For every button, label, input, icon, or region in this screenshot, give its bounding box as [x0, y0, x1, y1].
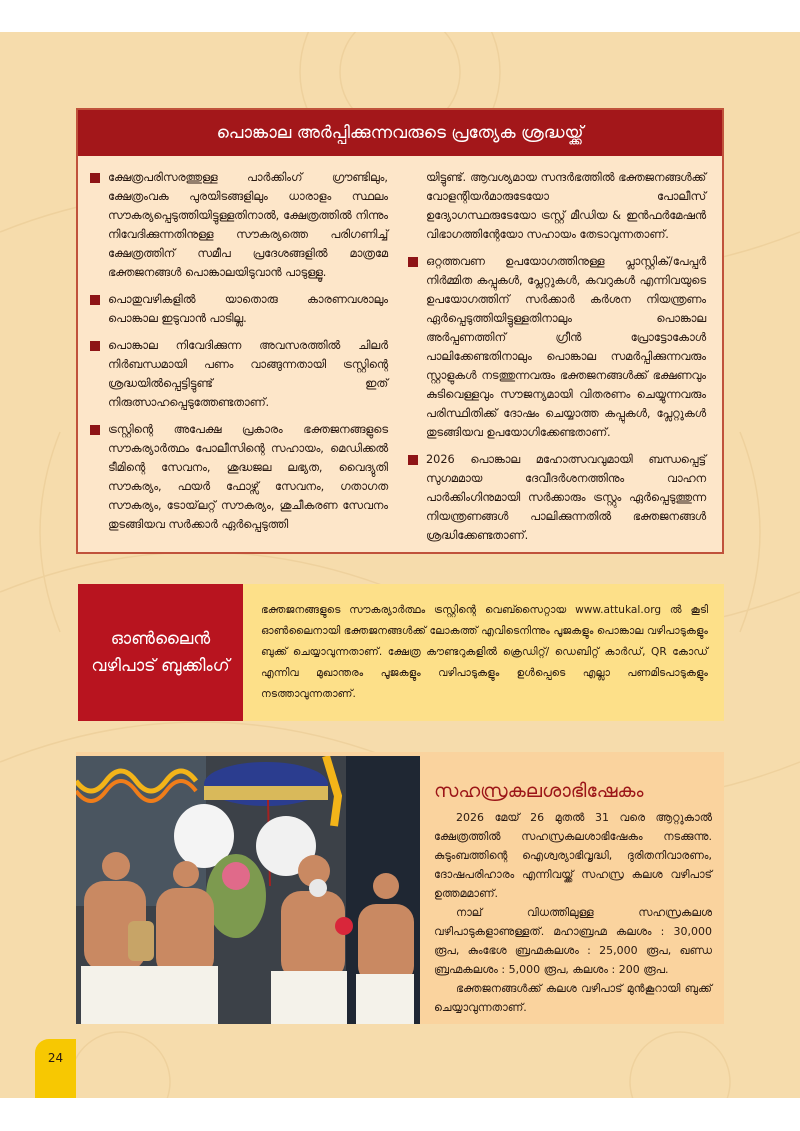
square-bullet-icon	[90, 173, 100, 183]
notice-item	[406, 450, 706, 545]
square-bullet-icon	[408, 257, 418, 267]
sahasra-text-block	[434, 780, 712, 1017]
notice-item-continuation: യിട്ടുണ്ട്. ആവശ്യമായ സന്ദർഭത്തിൽ ഭക്തജനങ്ങൾക്ക് വോളന്റിയർമാരുടേയോ പോലീസ് ഉദ്യോഗസ്ഥരുടേയോ ട്രസ്റ്റ് മീഡിയ & ഇൻഫർമേഷൻ വിഭാഗത്തിന്റേയോ സഹായം തേടാവുന്നതാണ്.	[426, 171, 706, 241]
notice-item-text: ക്ഷേത്രപരിസരത്തുള്ള പാർക്കിംഗ് ഗ്രൗണ്ടിലും, ക്ഷേത്രംവക പുരയിടങ്ങളിലും ധാരാളം സ്ഥലം സൗകര്യപ്പെടുത്തിയിട്ടുള്ളതിനാൽ, ക്ഷേത്രത്തിൽ നിന്നും നിവേദിക്കുന്നതിനുള്ള സൗകര്യത്തെ പരിഗണിച്ച് ക്ഷേത്രത്തിന് സമീപ പ്രദേശങ്ങളിൽ മാത്രമേ ഭക്തജനങ്ങൾ പൊങ്കാലയിടുവാൻ പാടുള്ളൂ.	[108, 171, 388, 279]
notice-header	[78, 110, 722, 156]
sahasra-paragraph-3: ഭക്തജനങ്ങൾക്ക് കലശ വഴിപാട് മുൻകൂറായി ബുക്ക് ചെയ്യാവുന്നതാണ്.	[434, 982, 712, 1014]
notice-title: പൊങ്കാല അർപ്പിക്കുന്നവരുടെ പ്രത്യേക ശ്രദ്ധയ്ക്ക്	[216, 123, 584, 143]
sahasra-title: സഹസ്രകലശാഭിഷേകം	[434, 780, 644, 802]
sahasra-paragraph-1: 2026 മേയ് 26 മുതൽ 31 വരെ ആറ്റുകാൽ ക്ഷേത്രത്തിൽ സഹസ്രകലശാഭിഷേകം നടക്കുന്നു. കുടുംബത്തിന്റെ ഐശ്വര്യാഭിവൃദ്ധി, ദുരിതനിവാരണം, ദോഷപരിഹാരം എന്നിവയ്ക്ക് സഹസ്ര കലശ വഴിപാട് ഉത്തമമാണ്.	[434, 811, 712, 900]
online-booking-title-line1: ഓൺലൈൻ	[110, 628, 211, 649]
square-bullet-icon	[90, 295, 100, 305]
notice-item-text: പൊതുവഴികളിൽ യാതൊരു കാരണവശാലും പൊങ്കാല ഇടുവാൻ പാടില്ല.	[108, 293, 388, 325]
online-booking-title-line2: വഴിപാട് ബുക്കിംഗ്	[91, 655, 230, 676]
notice-item	[88, 168, 388, 282]
procession-photo-illustration	[76, 756, 420, 1024]
sahasra-paragraph-2: നാല് വിധത്തിലുള്ള സഹസ്രകലശ വഴിപാടുകളാണുള്ളത്. മഹാബ്രഹ്മ കലശം : 30,000 രൂപ, കുംഭേശ ബ്രഹ്മകലശം : 25,000 രൂപ, ഖണ്ഡ ബ്രഹ്മകലശം : 5,000 രൂപ, കലശം : 200 രൂപ.	[434, 906, 712, 976]
notice-item	[406, 252, 706, 442]
notice-item-text: 2026 പൊങ്കാല മഹോത്സവവുമായി ബന്ധപ്പെട്ട് സുഗമമായ ദേവീദർശനത്തിനും വാഹന പാർക്കിംഗിനുമായി സർക്കാരും ട്രസ്റ്റും ഏർപ്പെടുത്തുന്ന നിയന്ത്രണങ്ങൾ പാലിക്കുന്നതിൽ ഭക്തജനങ്ങൾ ശ്രദ്ധിക്കേണ്ടതാണ്.	[426, 453, 706, 542]
notice-item-text: പൊങ്കാല നിവേദിക്കുന്ന അവസരത്തിൽ ചിലർ നിർബന്ധമായി പണം വാങ്ങുന്നതായി ട്രസ്റ്റിന്റെ ശ്രദ്ധയിൽപ്പെട്ടിട്ടുണ്ട് ഇത് നിരുത്സാഹപ്പെടുത്തേണ്ടതാണ്.	[108, 339, 388, 409]
notice-right-column	[406, 168, 706, 553]
online-booking-section	[78, 584, 724, 721]
procession-photo	[76, 756, 420, 1024]
notice-item	[88, 336, 388, 412]
online-booking-body: ഭക്തജനങ്ങളുടെ സൗകര്യാർത്ഥം ട്രസ്റ്റിന്റെ വെബ്സൈറ്റായ www.attukal.org ൽ കൂടി ഓൺലൈനായി ഭക്തജനങ്ങൾക്ക് ലോകത്ത് എവിടെനിന്നും പൂജകളും പൊങ്കാല വഴിപാടുകളും ബുക്ക് ചെയ്യാവുന്നതാണ്. ക്ഷേത്ര കൗണ്ടറുകളിൽ ക്രെഡിറ്റ്/ ഡെബിറ്റ് കാർഡ്, QR കോഡ് എന്നിവ മുഖാന്തരം പൂജകളും വഴിപാടുകളും ഉൾപ്പെടെ എല്ലാ പണമിടപാടുകളും നടത്താവുന്നതാണ്.	[243, 584, 724, 721]
page-number: 24	[35, 1039, 76, 1098]
sahasrakalasabhishekam-section	[76, 752, 724, 1024]
notice-item-text: ട്രസ്റ്റിന്റെ അപേക്ഷ പ്രകാരം ഭക്തജനങ്ങളുടെ സൗകര്യാർത്ഥം പോലീസിന്റെ സഹായം, മെഡിക്കൽ ടീമിന്റെ സേവനം, ശുദ്ധജല ലഭ്യത, വൈദ്യുതി സൗകര്യം, ഫയർ ഫോഴ്സ് സേവനം, ഗതാഗത സൗകര്യം, ടോയ്‌ലറ്റ് സൗകര്യം, ശുചീകരണ സേവനം തുടങ്ങിയവ സർക്കാർ ഏർപ്പെടുത്തി	[108, 423, 388, 531]
pongala-notice-panel	[76, 108, 724, 554]
magazine-page	[0, 32, 800, 1098]
square-bullet-icon	[408, 455, 418, 465]
notice-item	[88, 290, 388, 328]
online-booking-title-box	[78, 584, 243, 721]
notice-item-text: ഒറ്റത്തവണ ഉപയോഗത്തിനുള്ള പ്ലാസ്റ്റിക്/പേപ്പർ നിർമ്മിത കപ്പുകൾ, പ്ലേറ്റുകൾ, കവറുകൾ എന്നിവയുടെ ഉപയോഗത്തിന് സർക്കാർ കർശന നിയന്ത്രണം ഏർപ്പെടുത്തിയിട്ടുള്ളതിനാലും പൊങ്കാല അർപ്പണത്തിന് ഗ്രീൻ പ്രോട്ടോകോൾ പാലിക്കേണ്ടതിനാലും പൊങ്കാല സമർപ്പിക്കുന്നവരും സ്റ്റാളുകൾ നടത്തുന്നവരും ഭക്തജനങ്ങൾക്ക് ഭക്ഷണവും കുടിവെള്ളവും സൗജന്യമായി വിതരണം ചെയ്യുന്നവരും പരിസ്ഥിതിക്ക് ദോഷം ചെയ്യാത്ത കപ്പുകൾ, പ്ലേറ്റുകൾ തുടങ്ങിയവ ഉപയോഗിക്കേണ്ടതാണ്.	[426, 255, 706, 439]
notice-item	[88, 420, 388, 534]
notice-left-column	[88, 168, 388, 542]
square-bullet-icon	[90, 341, 100, 351]
square-bullet-icon	[90, 425, 100, 435]
